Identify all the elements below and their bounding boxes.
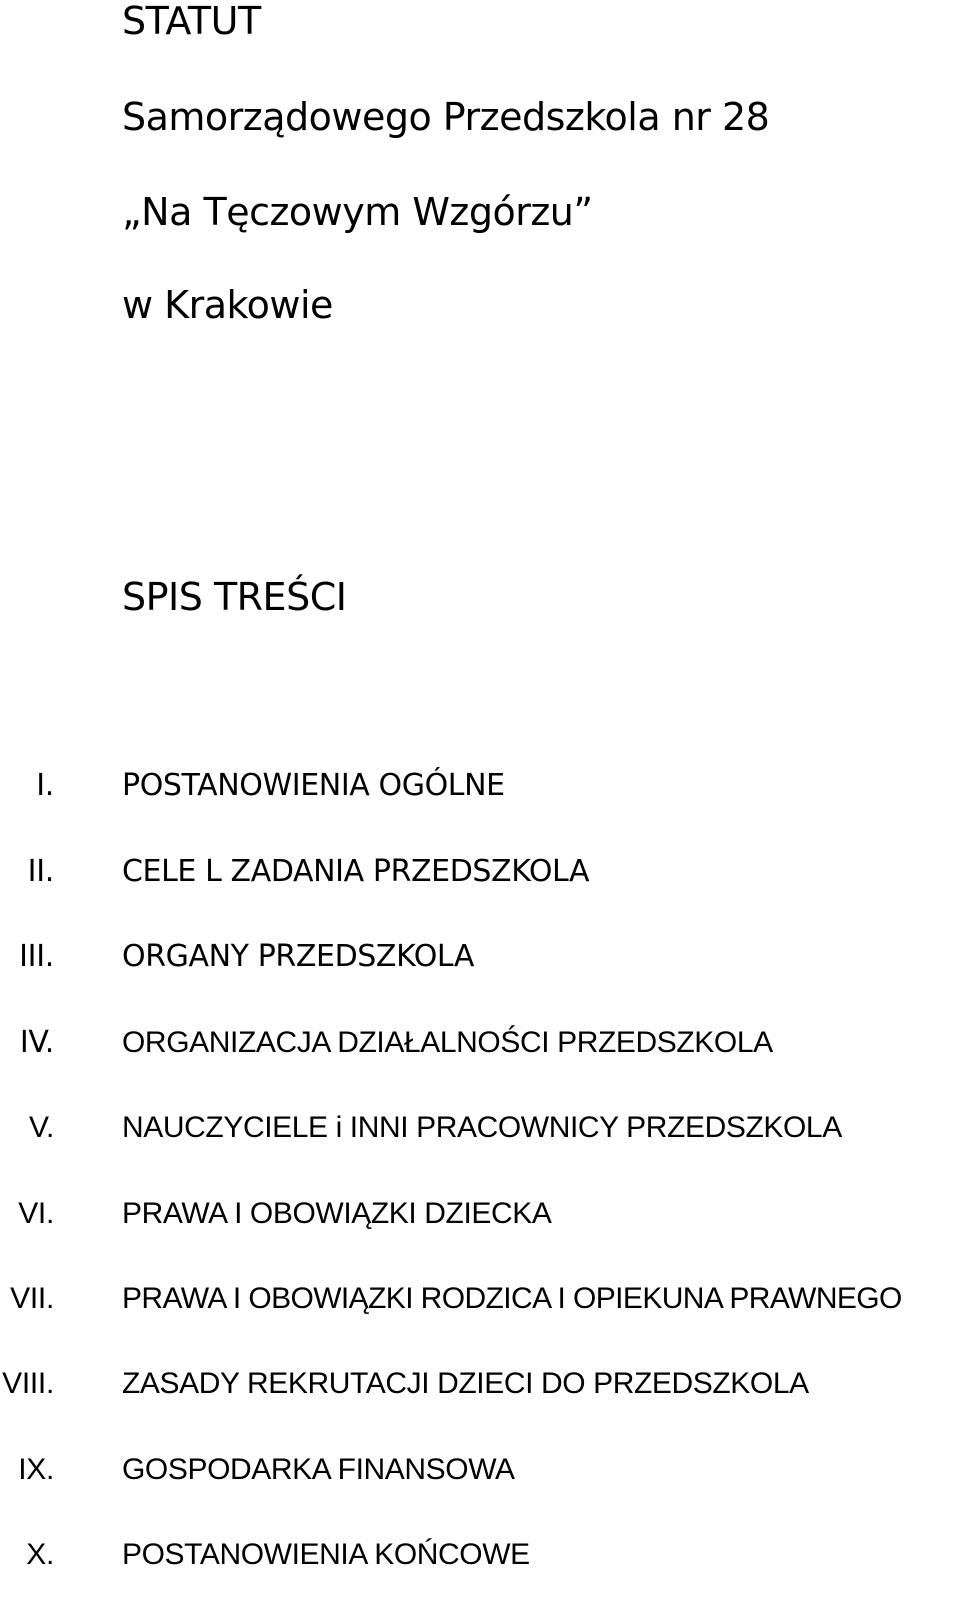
toc-item-6 [0, 1194, 960, 1234]
document-title: STATUT [122, 0, 261, 43]
toc-item-number: VI. [18, 1197, 54, 1230]
toc-item-9 [0, 1450, 960, 1490]
toc-item-title: CELE L ZADANIA PRZEDSZKOLA [122, 854, 590, 889]
document-subtitle-line-2: „Na Tęczowym Wzgórzu” [122, 190, 593, 234]
toc-item-number: II. [27, 854, 54, 889]
toc-item-5 [0, 1108, 960, 1148]
toc-item-title: NAUCZYCIELE i INNI PRACOWNICY PRZEDSZKOLA [122, 1111, 842, 1144]
toc-item-1 [0, 766, 960, 806]
toc-item-number: IX. [18, 1453, 54, 1486]
toc-item-title: ORGANY PRZEDSZKOLA [122, 939, 475, 974]
toc-item-title: ZASADY REKRUTACJI DZIECI DO PRZEDSZKOLA [122, 1367, 809, 1400]
document-subtitle-line-3: w Krakowie [122, 283, 333, 327]
toc-item-title: ORGANIZACJA DZIAŁALNOŚCI PRZEDSZKOLA [122, 1026, 773, 1059]
toc-item-number: V. [29, 1111, 54, 1144]
toc-heading: SPIS TREŚCI [122, 575, 347, 619]
toc-item-4 [0, 1023, 960, 1063]
toc-item-number: IV. [19, 1025, 54, 1060]
document-subtitle-line-1: Samorządowego Przedszkola nr 28 [122, 95, 770, 139]
toc-item-2 [0, 852, 960, 892]
toc-item-title: PRAWA I OBOWIĄZKI DZIECKA [122, 1197, 552, 1230]
toc-item-title: GOSPODARKA FINANSOWA [122, 1453, 515, 1486]
toc-item-title: POSTANOWIENIA KOŃCOWE [122, 1538, 530, 1571]
toc-item-title: POSTANOWIENIA OGÓLNE [122, 768, 505, 803]
toc-item-number: I. [36, 768, 54, 803]
toc-item-number: X. [26, 1538, 54, 1571]
toc-item-3 [0, 937, 960, 977]
toc-item-title: PRAWA I OBOWIĄZKI RODZICA I OPIEKUNA PRAWNEGO [122, 1282, 902, 1315]
toc-item-number: III. [19, 939, 54, 974]
toc-item-7 [0, 1279, 960, 1319]
toc-item-number: VII. [10, 1282, 54, 1315]
toc-item-10 [0, 1535, 960, 1575]
toc-item-8 [0, 1364, 960, 1404]
toc-item-number: VIII. [2, 1367, 54, 1400]
